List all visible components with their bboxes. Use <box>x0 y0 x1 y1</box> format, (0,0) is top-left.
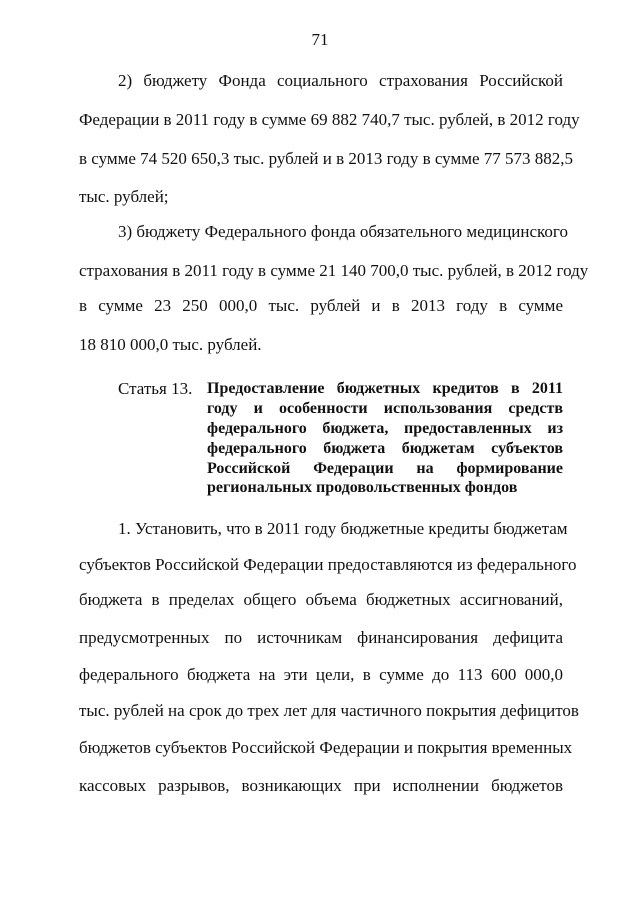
text-line: 2) бюджету Фонда социального страхования Российской <box>118 71 563 90</box>
article-title-line: региональных продовольственных фондов <box>207 479 518 496</box>
text-line: федерального бюджета на эти цели, в сумме до 113 600 000,0 <box>79 665 563 684</box>
text-line: субъектов Российской Федерации предоставляются из федерального <box>79 555 577 574</box>
text-line: 1. Установить, что в 2011 году бюджетные кредиты бюджетам <box>118 519 568 538</box>
text-line: тыс. рублей на срок до трех лет для частичного покрытия дефицитов <box>79 701 579 720</box>
page-number: 71 <box>311 30 329 49</box>
article-title-line: году и особенности использования средств <box>207 400 563 417</box>
text-line: бюджета в пределах общего объема бюджетных ассигнований, <box>79 590 563 609</box>
text-line: страхования в 2011 году в сумме 21 140 700,0 тыс. рублей, в 2012 году <box>79 261 589 280</box>
text-line: в сумме 74 520 650,3 тыс. рублей и в 2013 году в сумме 77 573 882,5 <box>79 149 574 168</box>
text-line: в сумме 23 250 000,0 тыс. рублей и в 2013 году в сумме <box>79 296 563 315</box>
text-line: тыс. рублей; <box>79 187 169 206</box>
text-line: кассовых разрывов, возникающих при исполнении бюджетов <box>79 776 563 795</box>
text-line: бюджетов субъектов Российской Федерации и покрытия временных <box>79 738 573 757</box>
text-line: 3) бюджету Федерального фонда обязательного медицинского <box>118 222 568 241</box>
article-title-line: Российской Федерации на формирование <box>207 460 563 477</box>
text-line: Федерации в 2011 году в сумме 69 882 740,7 тыс. рублей, в 2012 году <box>79 110 580 129</box>
text-line: 18 810 000,0 тыс. рублей. <box>79 335 262 354</box>
article-title-line: федерального бюджета, предоставленных из <box>207 420 563 437</box>
article-title-line: Предоставление бюджетных кредитов в 2011 <box>207 380 563 397</box>
article-title-line: федерального бюджета бюджетам субъектов <box>207 440 563 457</box>
text-line: предусмотренных по источникам финансирования дефицита <box>79 628 563 647</box>
article-number: Статья 13. <box>118 379 193 398</box>
